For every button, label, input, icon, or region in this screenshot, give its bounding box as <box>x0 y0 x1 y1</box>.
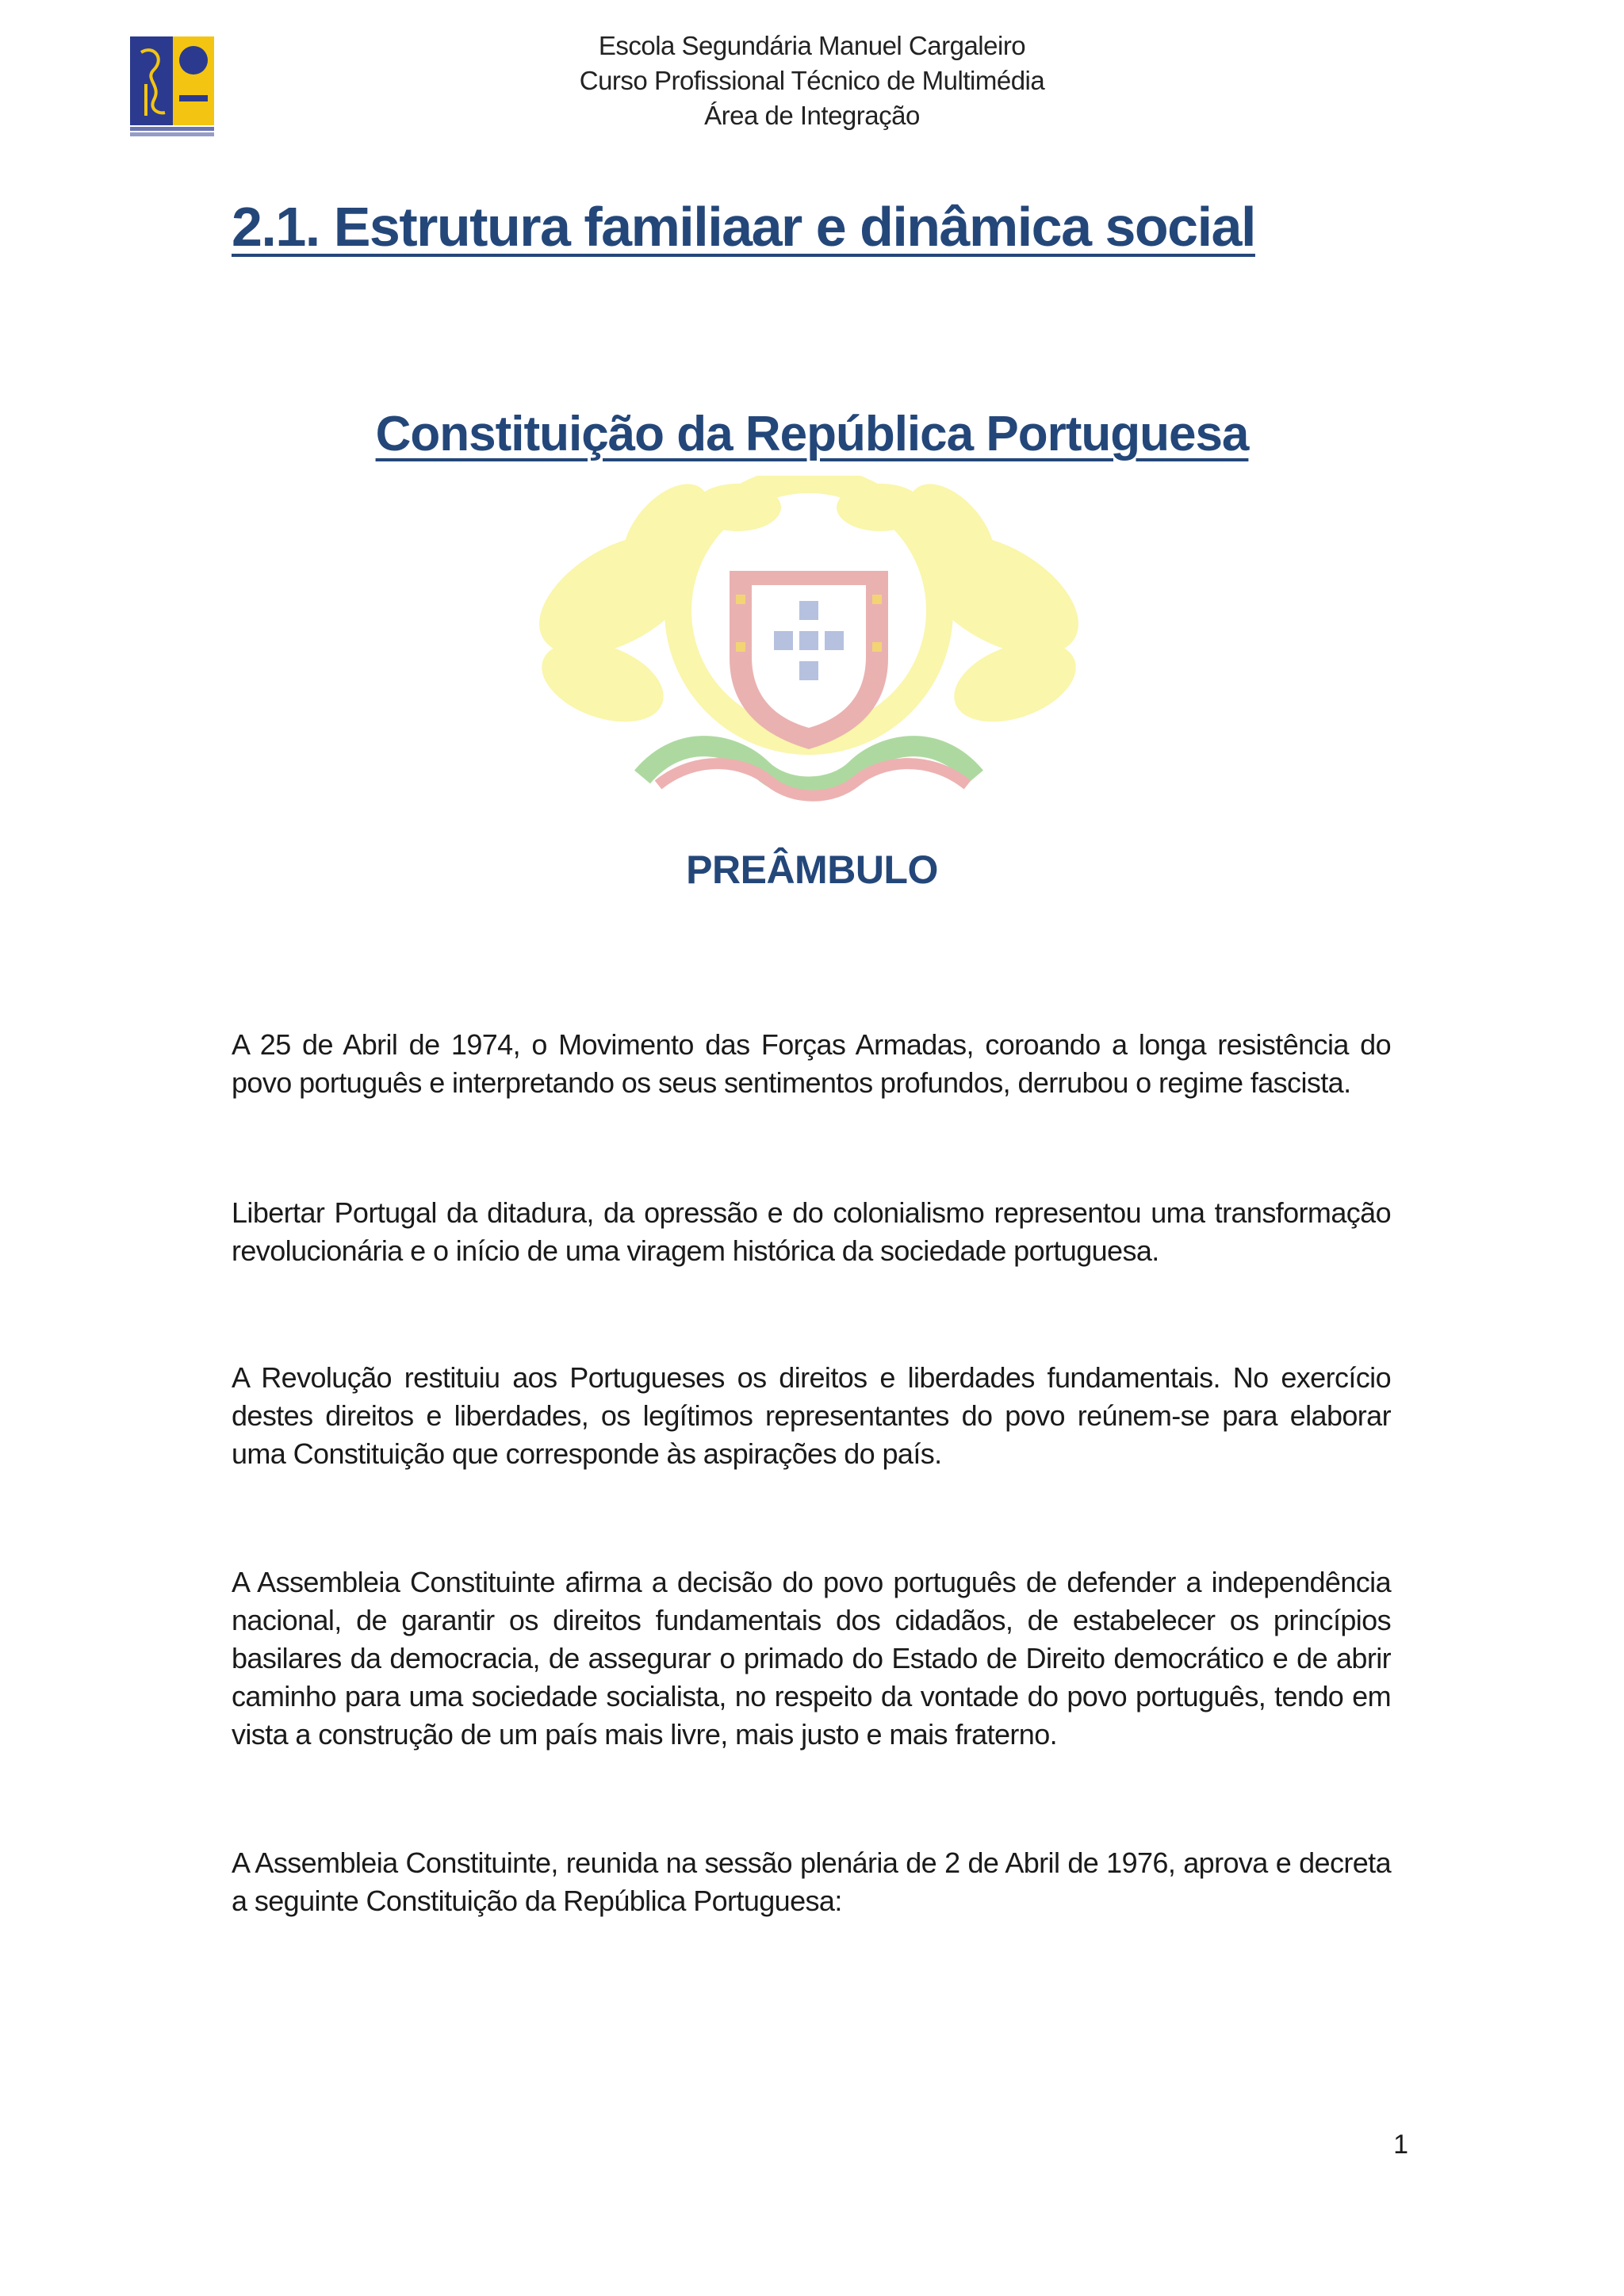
preamble-paragraph: A Assembleia Constituinte afirma a decisão do povo português de defender a independência nacional, de garantir os direitos fundamentais dos cidadãos, de estabelecer os princípios basilares da democracia, de assegurar o primado do Estado de Direito democrático e de abrir caminho para uma sociedade socialista, no respeito da vontade do povo português, tendo em vista a construção de um país mais livre, mais justo e mais fraterno. <box>232 1566 1391 1751</box>
page-header <box>0 29 1624 133</box>
page-number: 1 <box>1393 2130 1408 2160</box>
section-title: 2.1. Estrutura familiaar e dinâmica social <box>232 196 1255 258</box>
preamble-paragraph: A Revolução restituiu aos Portugueses os direitos e liberdades fundamentais. No exercício destes direitos e liberdades, os legítimos representantes do povo reúnem-se para elaborar uma Constituição que corresponde às aspirações do país. <box>232 1361 1391 1470</box>
header-course: Curso Profissional Técnico de Multimédia <box>579 66 1045 95</box>
header-area: Área de Integração <box>704 101 920 130</box>
preamble-paragraph: A 25 de Abril de 1974, o Movimento das Forças Armadas, coroando a longa resistência do povo português e interpretando os seus sentimentos profundos, derrubou o regime fascista. <box>232 1028 1391 1099</box>
preamble-paragraph: A Assembleia Constituinte, reunida na sessão plenária de 2 de Abril de 1976, aprova e decreta a seguinte Constituição da República Portuguesa: <box>232 1846 1391 1917</box>
portugal-coat-of-arms-icon <box>500 476 1118 809</box>
header-school: Escola Segundária Manuel Cargaleiro <box>598 31 1026 60</box>
preamble-paragraph: Libertar Portugal da ditadura, da opressão e do colonialismo representou uma transformação revolucionária e o início de uma viragem histórica da sociedade portuguesa. <box>232 1196 1391 1267</box>
preamble-heading: PREÂMBULO <box>686 848 938 892</box>
document-title: Constituição da República Portuguesa <box>375 407 1249 461</box>
